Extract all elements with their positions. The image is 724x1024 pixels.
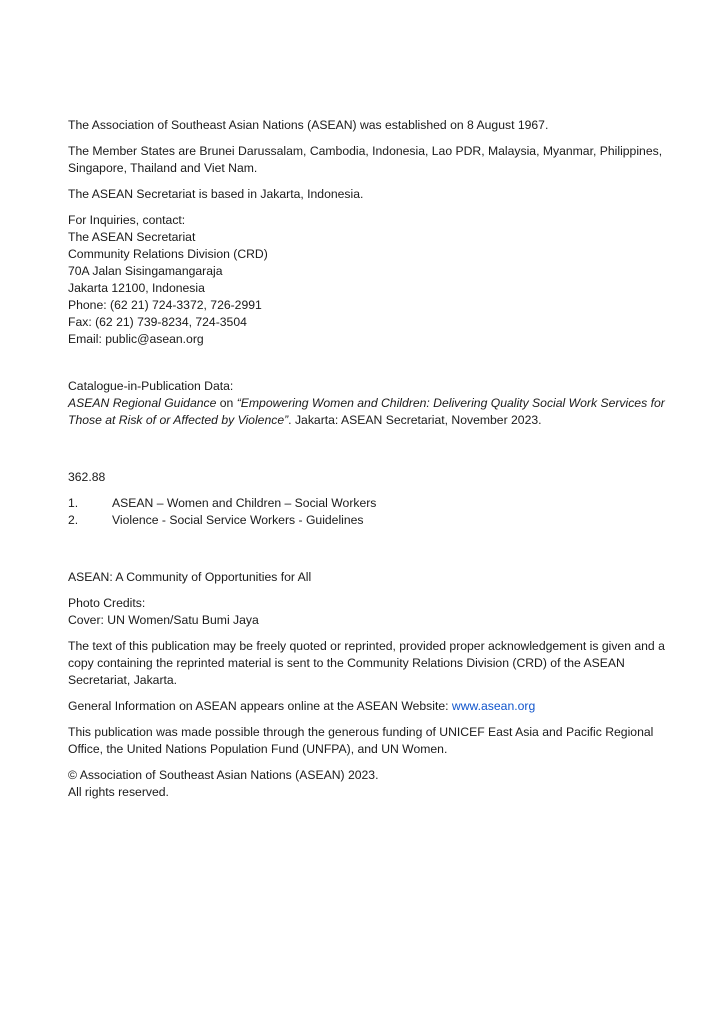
catalogue-block [68, 378, 668, 429]
contact-phone: Phone: (62 21) 724-3372, 726-2991 [68, 298, 262, 312]
online-info [68, 698, 668, 715]
catalogue-heading: Catalogue-in-Publication Data: [68, 379, 234, 393]
motto: ASEAN: A Community of Opportunities for All [68, 570, 312, 584]
funding-statement: This publication was made possible through the generous funding of UNICEF East Asia and Pacific Regional Office, the United Nations Population Fund (UNFPA), and UN Women. [68, 725, 654, 756]
member-states-statement: The Member States are Brunei Darussalam, Cambodia, Indonesia, Lao PDR, Malaysia, Myanmar, Philippines, Singapore, Thailand and Viet Nam. [68, 144, 663, 175]
photo-credits-heading: Photo Credits: [68, 596, 146, 610]
catalogue-entry [68, 396, 665, 427]
subject-item [68, 495, 668, 512]
contact-city: Jakarta 12100, Indonesia [68, 281, 205, 295]
subject-item-text: Violence - Social Service Workers - Guidelines [112, 513, 364, 527]
contact-email: Email: public@asean.org [68, 332, 204, 346]
copyright-block [68, 767, 668, 801]
catalogue-publisher: . Jakarta: ASEAN Secretariat, November 2023. [288, 413, 542, 427]
imprint-page [68, 117, 668, 810]
online-info-text: General Information on ASEAN appears online at the ASEAN Website: [68, 699, 452, 713]
subject-item-text: ASEAN – Women and Children – Social Workers [112, 496, 377, 510]
photo-credits-block [68, 595, 668, 629]
copyright-line: © Association of Southeast Asian Nations (ASEAN) 2023. [68, 768, 379, 782]
asean-website-link[interactable]: www.asean.org [451, 699, 536, 713]
subject-list [68, 495, 668, 529]
contact-street: 70A Jalan Sisingamangaraja [68, 264, 223, 278]
subject-item-number: 2. [68, 513, 79, 527]
contact-heading: For Inquiries, contact: [68, 213, 186, 227]
subject-item-number: 1. [68, 496, 79, 510]
contact-fax: Fax: (62 21) 739-8234, 724-3504 [68, 315, 247, 329]
catalogue-title-part-1: ASEAN Regional Guidance [68, 396, 217, 410]
secretariat-location-statement: The ASEAN Secretariat is based in Jakarta, Indonesia. [68, 187, 364, 201]
subject-item [68, 512, 668, 529]
photo-credits-cover: Cover: UN Women/Satu Bumi Jaya [68, 613, 259, 627]
catalogue-on-word: on [216, 396, 237, 410]
catalogue-title-part-2: “Empowering Women and Children: Delivering Quality Social Work Services for Those at Risk of or Affected by Violence” [68, 396, 665, 427]
contact-block [68, 212, 668, 348]
rights-reserved-line: All rights reserved. [68, 785, 169, 799]
reprint-notice: The text of this publication may be freely quoted or reprinted, provided proper acknowledgement is given and a copy containing the reprinted material is sent to the Community Relations Division (CRD) of the ASEAN Secretariat, Jakarta. [68, 639, 665, 687]
classification-number: 362.88 [68, 470, 106, 484]
contact-org: The ASEAN Secretariat [68, 230, 196, 244]
contact-division: Community Relations Division (CRD) [68, 247, 268, 261]
established-statement: The Association of Southeast Asian Nations (ASEAN) was established on 8 August 1967. [68, 118, 549, 132]
